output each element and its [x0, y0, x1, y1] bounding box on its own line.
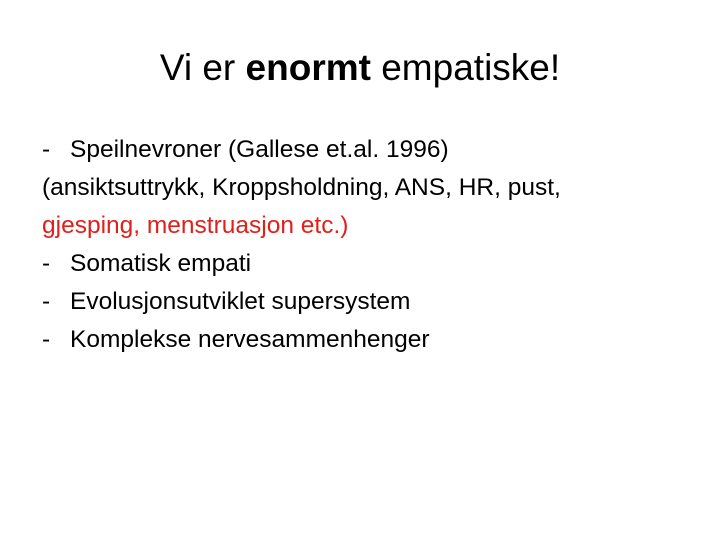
title-bold-word: enormt: [245, 47, 371, 88]
bullet-dash: -: [42, 288, 51, 315]
slide-title: [0, 44, 720, 92]
body-line-supersystem: [42, 283, 702, 321]
body-line-nerve-connections: [42, 321, 702, 359]
bullet-dash: -: [42, 136, 51, 163]
body-line-text: Komplekse nervesammenhenger: [70, 326, 430, 353]
body-line-text: (ansiktsuttrykk, Kroppsholdning, ANS, HR, pust,: [42, 174, 561, 201]
body-line-text: Evolusjonsutviklet supersystem: [70, 288, 411, 315]
slide-body: [42, 131, 702, 359]
title-text-start: Vi er: [159, 47, 246, 88]
body-line-examples-highlighted: [42, 207, 702, 245]
bullet-dash: -: [42, 250, 51, 277]
body-line-mirror-neurons: [42, 131, 702, 169]
bullet-dash: -: [42, 326, 51, 353]
body-line-text: Somatisk empati: [70, 250, 252, 277]
body-line-examples: [42, 169, 702, 207]
title-text-end: empatiske!: [370, 47, 561, 88]
body-line-text: gjesping, menstruasjon etc.): [42, 212, 349, 239]
body-line-somatic-empathy: [42, 245, 702, 283]
body-line-text: Speilnevroner (Gallese et.al. 1996): [70, 136, 449, 163]
